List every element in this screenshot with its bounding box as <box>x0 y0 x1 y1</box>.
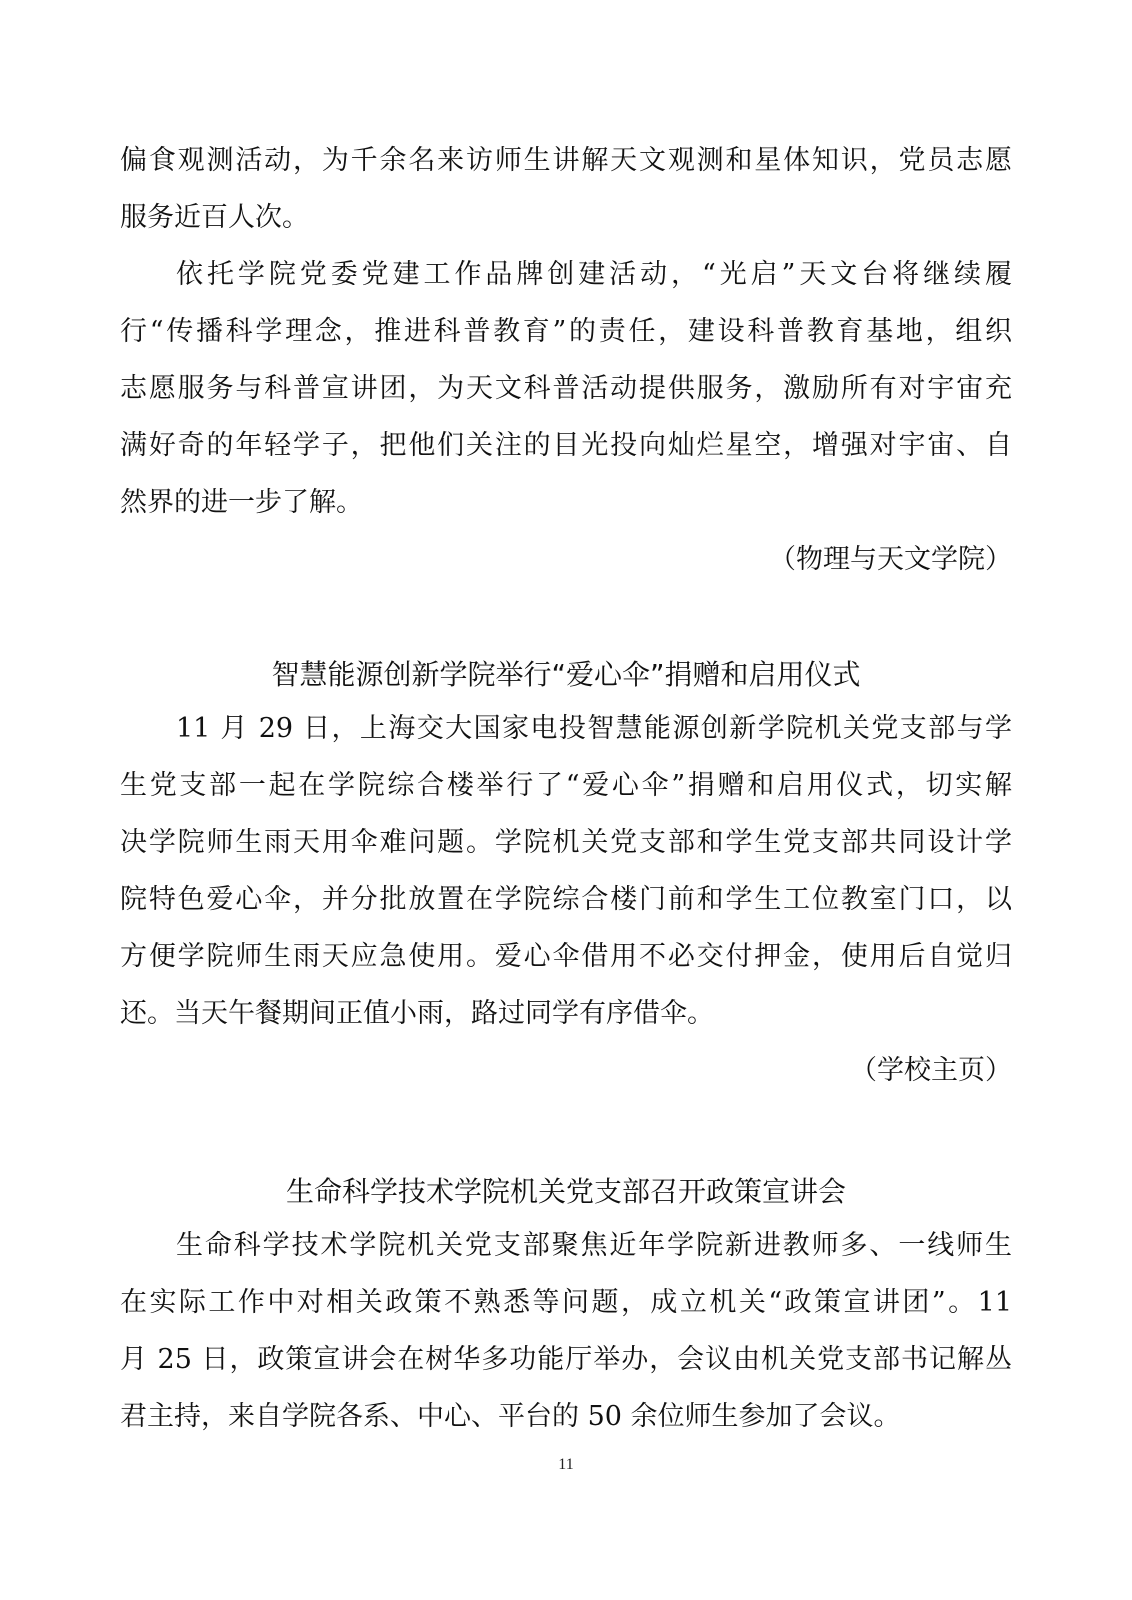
umbrella-source: （学校主页） <box>850 1055 1012 1086</box>
umbrella-section-title: 智慧能源创新学院举行“爱心伞”捐赠和启用仪式 <box>271 658 861 691</box>
text-line: 君主持，来自学院各系、中心、平台的 50 余位师生参加了会议。 <box>120 1401 901 1432</box>
text-line: 院特色爱心伞，并分批放置在学院综合楼门前和学生工位教室门口，以 <box>120 884 1012 915</box>
text-line: 满好奇的年轻学子，把他们关注的目光投向灿烂星空，增强对宇宙、自 <box>120 430 1012 461</box>
text-line: 志愿服务与科普宣讲团，为天文科普活动提供服务，激励所有对宇宙充 <box>120 373 1012 404</box>
text-line: 月 25 日，政策宣讲会在树华多功能厅举办，会议由机关党支部书记解丛 <box>120 1344 1012 1375</box>
intro-paragraph-2 <box>120 246 1012 531</box>
document-page <box>120 132 1012 1445</box>
text-line: 服务近百人次。 <box>120 202 309 233</box>
text-line: 方便学院师生雨天应急使用。爱心伞借用不必交付押金，使用后自觉归 <box>120 941 1012 972</box>
text-line: 生命科学技术学院机关党支部聚焦近年学院新进教师多、一线师生 <box>176 1230 1012 1261</box>
text-line: 决学院师生雨天用伞难问题。学院机关党支部和学生党支部共同设计学 <box>120 827 1012 858</box>
text-line: 在实际工作中对相关政策不熟悉等问题，成立机关“政策宣讲团”。11 <box>120 1287 1012 1318</box>
policy-section-title: 生命科学技术学院机关党支部召开政策宣讲会 <box>285 1175 846 1208</box>
umbrella-paragraph <box>120 700 1012 1042</box>
text-line: 11 月 29 日，上海交大国家电投智慧能源创新学院机关党支部与学 <box>176 713 1012 744</box>
text-line: 依托学院党委党建工作品牌创建活动，“光启”天文台将继续履 <box>176 259 1012 290</box>
text-line: 行“传播科学理念，推进科普教育”的责任，建设科普教育基地，组织 <box>120 316 1012 347</box>
policy-paragraph <box>120 1217 1012 1445</box>
intro-paragraph-1 <box>120 132 1012 246</box>
text-line: 然界的进一步了解。 <box>120 487 363 518</box>
page-number: 11 <box>558 1456 574 1473</box>
text-line: 还。当天午餐期间正值小雨，路过同学有序借伞。 <box>120 998 714 1029</box>
text-line: 偏食观测活动，为千余名来访师生讲解天文观测和星体知识，党员志愿 <box>120 145 1012 176</box>
intro-source: （物理与天文学院） <box>769 544 1012 575</box>
text-line: 生党支部一起在学院综合楼举行了“爱心伞”捐赠和启用仪式，切实解 <box>120 770 1012 801</box>
